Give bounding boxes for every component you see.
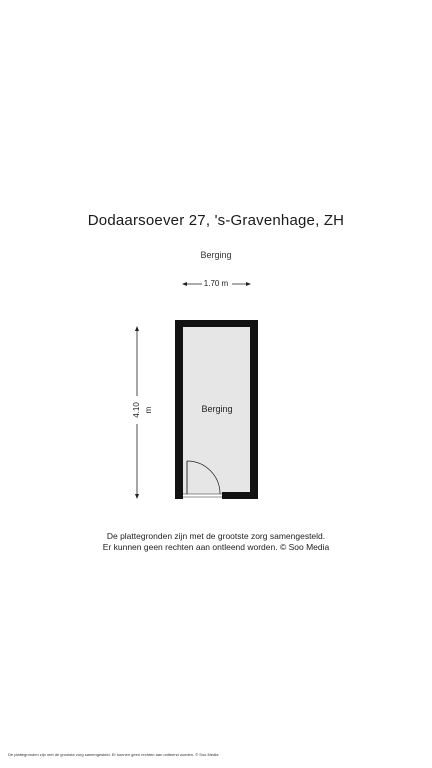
floor-label: Berging bbox=[200, 250, 232, 260]
width-dimension bbox=[181, 278, 251, 290]
footer-disclaimer: De plattegronden zijn met de grootste zorg samengesteld. Er kunnen geen rechten aan ontleend worden. © Soo Media bbox=[8, 752, 219, 757]
disclaimer-line-2: Er kunnen geen rechten aan ontleend worden. © Soo Media bbox=[102, 542, 330, 552]
room-label-berging: Berging bbox=[201, 404, 233, 414]
width-dimension-label: 1.70 m bbox=[203, 279, 229, 288]
disclaimer-line-1: De plattegronden zijn met de grootste zorg samengesteld. bbox=[106, 531, 326, 541]
height-dimension-label: 4.10 m bbox=[132, 402, 153, 418]
disclaimer bbox=[0, 531, 432, 553]
page-title: Dodaarsoever 27, 's-Gravenhage, ZH bbox=[87, 212, 345, 229]
